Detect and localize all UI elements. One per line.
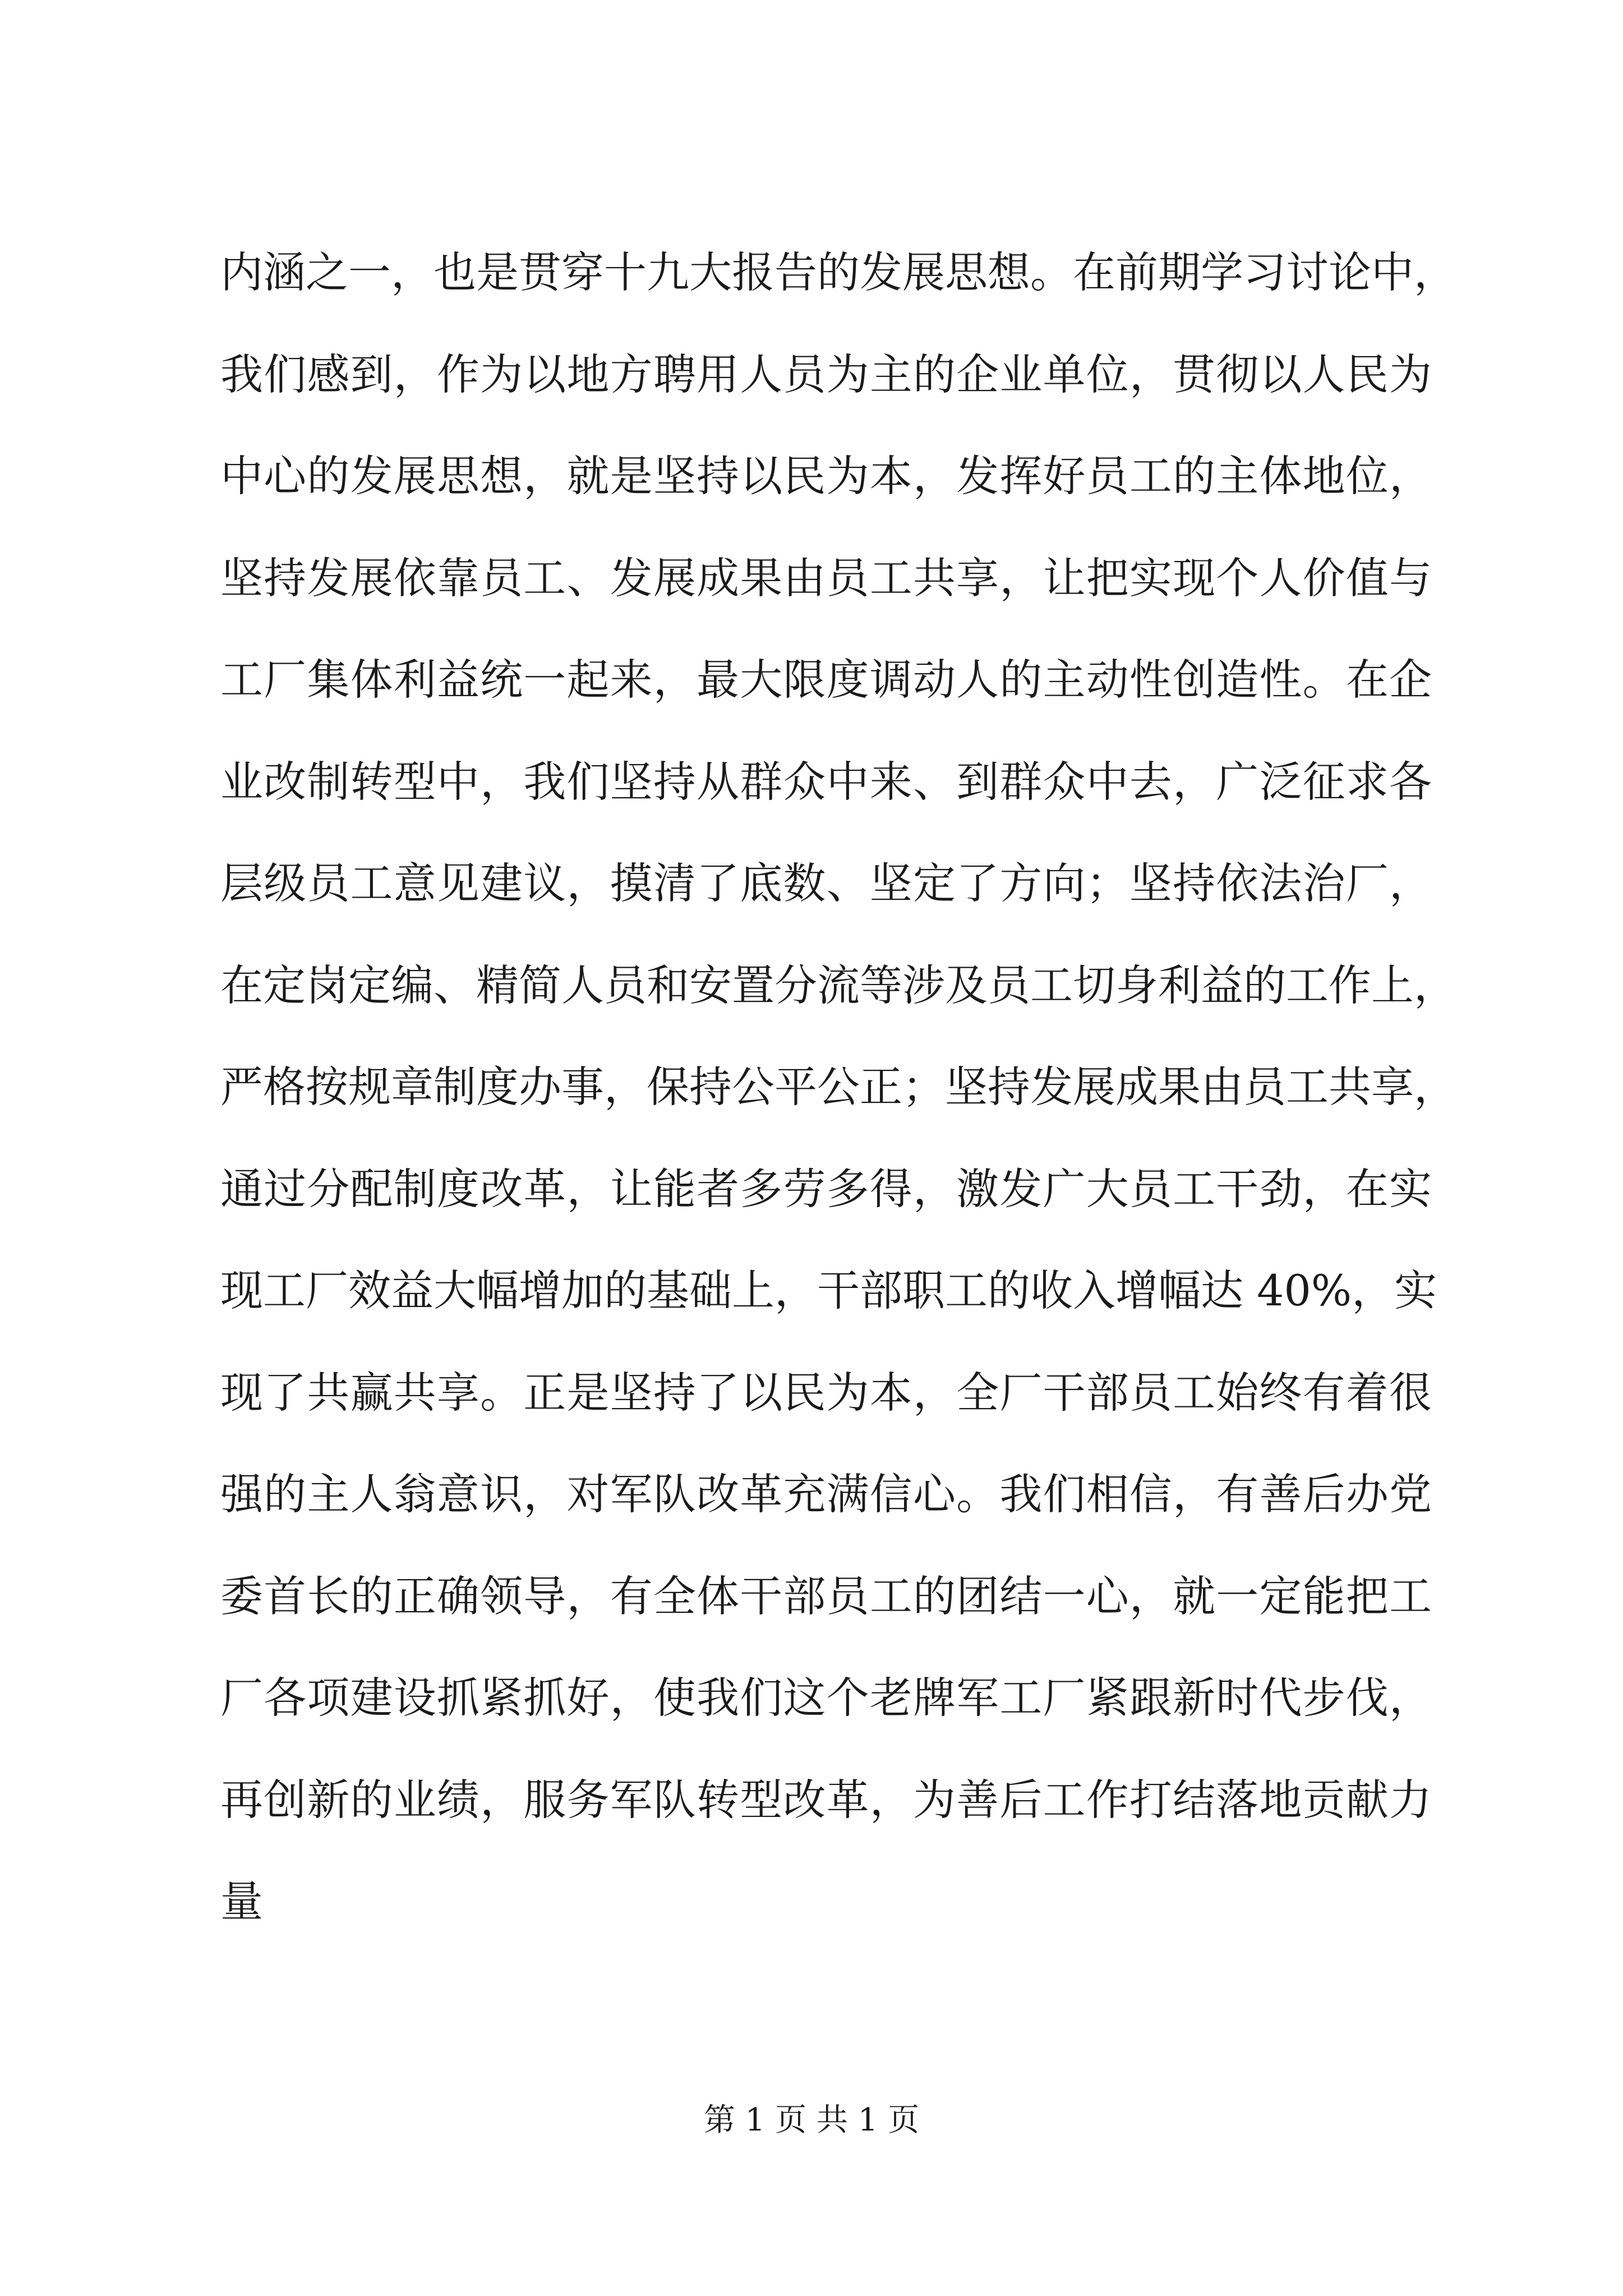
text-line: 现了共赢共享。正是坚持了以民为本，全厂干部员工始终有着很 (220, 1367, 1432, 1418)
text-line: 委首长的正确领导，有全体干部员工的团结一心，就一定能把工 (220, 1571, 1432, 1621)
text-line: 坚持发展依靠员工、发展成果由员工共享，让把实现个人价值与 (220, 553, 1432, 603)
text-line: 在定岗定编、精简人员和安置分流等涉及员工切身利益的工作上， (220, 960, 1456, 1010)
text-line: 工厂集体利益统一起来，最大限度调动人的主动性创造性。在企 (220, 655, 1432, 705)
text-line: 现工厂效益大幅增加的基础上，干部职工的收入增幅达 40%，实 (220, 1266, 1437, 1315)
text-line: 强的主人翁意识，对军队改革充满信心。我们相信，有善后办党 (220, 1469, 1432, 1519)
text-line: 中心的发展思想，就是坚持以民为本，发挥好员工的主体地位， (220, 451, 1432, 501)
text-line: 厂各项建设抓紧抓好，使我们这个老牌军工厂紧跟新时代步伐， (220, 1673, 1432, 1723)
text-line: 再创新的业绩，服务军队转型改革，为善后工作打结落地贡献力 (220, 1774, 1432, 1825)
body-paragraph (220, 222, 1456, 1953)
text-line: 我们感到，作为以地方聘用人员为主的企业单位，贯彻以人民为 (220, 349, 1432, 399)
text-line: 层级员工意见建议，摸清了底数、坚定了方向；坚持依法治厂， (220, 858, 1432, 908)
text-line: 严格按规章制度办事，保持公平公正；坚持发展成果由员工共享， (220, 1062, 1456, 1112)
page-number-footer: 第 1 页 共 1 页 (703, 2102, 920, 2138)
text-line: 量 (220, 1876, 263, 1926)
text-line: 业改制转型中，我们坚持从群众中来、到群众中去，广泛征求各 (220, 756, 1432, 807)
text-line: 通过分配制度改革，让能者多劳多得，激发广大员工干劲，在实 (220, 1163, 1432, 1214)
text-line: 内涵之一，也是贯穿十九大报告的发展思想。在前期学习讨论中， (220, 247, 1456, 297)
